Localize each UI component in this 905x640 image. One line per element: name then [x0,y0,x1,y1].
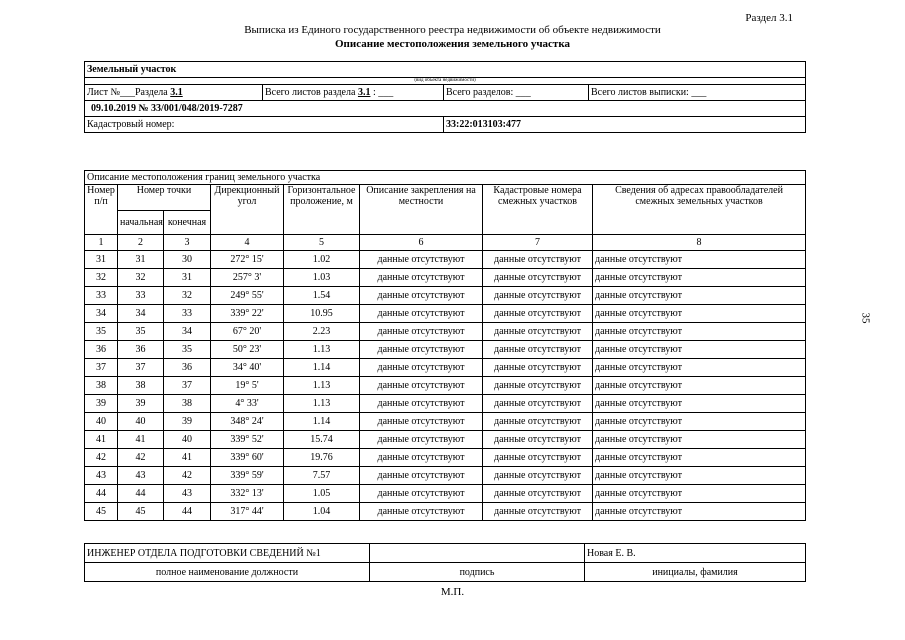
row-num: 40 [85,413,118,431]
total-sheets: Всего листов выписки: ___ [589,85,806,101]
row-num: 33 [85,287,118,305]
adjacent-cadastral: данные отсутствуют [483,449,593,467]
adjacent-cadastral: данные отсутствуют [483,251,593,269]
table-row [85,323,806,341]
point-start: 32 [118,269,164,287]
direction-angle: 67° 20' [211,323,284,341]
row-num: 35 [85,323,118,341]
marker-description: данные отсутствуют [360,359,483,377]
row-num: 41 [85,431,118,449]
owner-address: данные отсутствуют [593,251,806,269]
table-title: Описание местоположения границ земельного участка [85,171,806,185]
point-start: 42 [118,449,164,467]
header-addr: Сведения об адресах правообладателей смежных земельных участков [593,185,806,235]
col-number: 6 [360,235,483,251]
point-start: 43 [118,467,164,485]
horizontal-length: 1.02 [284,251,360,269]
point-end: 31 [164,269,211,287]
point-end: 39 [164,413,211,431]
marker-description: данные отсутствуют [360,377,483,395]
table-row [85,377,806,395]
signature-table [84,543,806,582]
point-start: 33 [118,287,164,305]
page-number: 35 [859,312,872,324]
row-num: 36 [85,341,118,359]
sheet-number: Лист №___Раздела 3.1 [85,85,263,101]
point-start: 37 [118,359,164,377]
adjacent-cadastral: данные отсутствуют [483,431,593,449]
owner-address: данные отсутствуют [593,323,806,341]
table-row [85,359,806,377]
col-number: 3 [164,235,211,251]
direction-angle: 339° 22' [211,305,284,323]
horizontal-length: 19.76 [284,449,360,467]
horizontal-length: 1.13 [284,341,360,359]
col-number: 4 [211,235,284,251]
adjacent-cadastral: данные отсутствуют [483,305,593,323]
point-end: 36 [164,359,211,377]
signature-field [370,544,585,563]
adjacent-cadastral: данные отсутствуют [483,359,593,377]
cadastral-number: 33:22:013103:477 [444,117,806,133]
adjacent-cadastral: данные отсутствуют [483,503,593,521]
horizontal-length: 1.54 [284,287,360,305]
point-start: 31 [118,251,164,269]
total-sheets-section: Всего листов раздела 3.1 : ___ [263,85,444,101]
point-start: 36 [118,341,164,359]
point-start: 39 [118,395,164,413]
owner-address: данные отсутствуют [593,269,806,287]
document-title: Выписка из Единого государственного реестра недвижимости об объекте недвижимости [244,24,661,36]
adjacent-cadastral: данные отсутствуют [483,341,593,359]
object-type-note: (вид объекта недвижимости) [85,78,806,85]
marker-description: данные отсутствуют [360,395,483,413]
owner-address: данные отсутствуют [593,377,806,395]
adjacent-cadastral: данные отсутствуют [483,485,593,503]
adjacent-cadastral: данные отсутствуют [483,395,593,413]
marker-description: данные отсутствуют [360,503,483,521]
row-num: 43 [85,467,118,485]
table-row [85,341,806,359]
row-num: 32 [85,269,118,287]
col-number: 2 [118,235,164,251]
table-row [85,395,806,413]
direction-angle: 332° 13' [211,485,284,503]
object-type: Земельный участок [85,62,806,78]
marker-description: данные отсутствуют [360,413,483,431]
point-end: 35 [164,341,211,359]
owner-address: данные отсутствуют [593,305,806,323]
signer-position: ИНЖЕНЕР ОТДЕЛА ПОДГОТОВКИ СВЕДЕНИЙ №1 [85,544,370,563]
owner-address: данные отсутствуют [593,395,806,413]
row-num: 34 [85,305,118,323]
owner-address: данные отсутствуют [593,341,806,359]
point-end: 32 [164,287,211,305]
table-row [85,431,806,449]
owner-address: данные отсутствуют [593,359,806,377]
table-row [85,251,806,269]
marker-description: данные отсутствуют [360,323,483,341]
horizontal-length: 2.23 [284,323,360,341]
table-row [85,413,806,431]
col-number: 8 [593,235,806,251]
horizontal-length: 1.13 [284,395,360,413]
marker-description: данные отсутствуют [360,305,483,323]
header-angle: Дирекционный угол [211,185,284,235]
col-number: 5 [284,235,360,251]
marker-description: данные отсутствуют [360,251,483,269]
point-end: 43 [164,485,211,503]
owner-address: данные отсутствуют [593,467,806,485]
section-label: Раздел 3.1 [745,12,793,24]
row-num: 39 [85,395,118,413]
header-desc: Описание закрепления на местности [360,185,483,235]
point-end: 30 [164,251,211,269]
horizontal-length: 1.04 [284,503,360,521]
horizontal-length: 7.57 [284,467,360,485]
direction-angle: 34° 40' [211,359,284,377]
name-caption: инициалы, фамилия [585,563,806,582]
header-start: начальная [118,211,164,235]
header-point: Номер точки [118,185,211,211]
owner-address: данные отсутствуют [593,287,806,305]
point-end: 42 [164,467,211,485]
row-num: 38 [85,377,118,395]
point-start: 35 [118,323,164,341]
row-num: 37 [85,359,118,377]
row-num: 44 [85,485,118,503]
col-number: 1 [85,235,118,251]
marker-description: данные отсутствуют [360,269,483,287]
header-end: конечная [164,211,211,235]
point-start: 45 [118,503,164,521]
adjacent-cadastral: данные отсутствуют [483,269,593,287]
horizontal-length: 1.14 [284,359,360,377]
direction-angle: 317° 44' [211,503,284,521]
marker-description: данные отсутствуют [360,467,483,485]
header-cad: Кадастровые номера смежных участков [483,185,593,235]
table-row [85,269,806,287]
point-end: 34 [164,323,211,341]
direction-angle: 339° 59' [211,467,284,485]
header-num: Номер п/п [85,185,118,235]
point-end: 37 [164,377,211,395]
row-num: 42 [85,449,118,467]
point-end: 40 [164,431,211,449]
owner-address: данные отсутствуют [593,485,806,503]
col-number: 7 [483,235,593,251]
horizontal-length: 1.05 [284,485,360,503]
table-row [85,485,806,503]
table-row [85,449,806,467]
direction-angle: 19° 5' [211,377,284,395]
signature-caption: подпись [370,563,585,582]
horizontal-length: 1.14 [284,413,360,431]
marker-description: данные отсутствуют [360,431,483,449]
direction-angle: 257° 3' [211,269,284,287]
direction-angle: 348° 24' [211,413,284,431]
row-num: 31 [85,251,118,269]
point-start: 34 [118,305,164,323]
stamp-place: М.П. [440,586,465,598]
table-row [85,467,806,485]
point-start: 40 [118,413,164,431]
column-numbers-row [85,235,806,251]
boundary-table [84,170,806,521]
table-row [85,503,806,521]
marker-description: данные отсутствуют [360,341,483,359]
date-number: 09.10.2019 № 33/001/048/2019-7287 [85,101,806,117]
horizontal-length: 1.03 [284,269,360,287]
row-num: 45 [85,503,118,521]
point-end: 33 [164,305,211,323]
direction-angle: 4° 33' [211,395,284,413]
marker-description: данные отсутствуют [360,287,483,305]
owner-address: данные отсутствуют [593,413,806,431]
marker-description: данные отсутствуют [360,485,483,503]
horizontal-length: 10.95 [284,305,360,323]
direction-angle: 50° 23' [211,341,284,359]
adjacent-cadastral: данные отсутствуют [483,323,593,341]
marker-description: данные отсутствуют [360,449,483,467]
header-length: Горизонтальное проложение, м [284,185,360,235]
owner-address: данные отсутствуют [593,449,806,467]
direction-angle: 339° 60' [211,449,284,467]
point-end: 38 [164,395,211,413]
signer-name: Новая Е. В. [585,544,806,563]
point-end: 44 [164,503,211,521]
direction-angle: 339° 52' [211,431,284,449]
direction-angle: 272° 15' [211,251,284,269]
point-start: 41 [118,431,164,449]
horizontal-length: 1.13 [284,377,360,395]
adjacent-cadastral: данные отсутствуют [483,287,593,305]
direction-angle: 249° 55' [211,287,284,305]
owner-address: данные отсутствуют [593,431,806,449]
point-start: 38 [118,377,164,395]
position-caption: полное наименование должности [85,563,370,582]
total-sections: Всего разделов: ___ [444,85,589,101]
table-row [85,287,806,305]
cadastral-label: Кадастровый номер: [85,117,444,133]
owner-address: данные отсутствуют [593,503,806,521]
horizontal-length: 15.74 [284,431,360,449]
point-end: 41 [164,449,211,467]
adjacent-cadastral: данные отсутствуют [483,413,593,431]
document-subtitle: Описание местоположения земельного участка [334,38,571,50]
object-info-table [84,61,806,133]
table-row [85,305,806,323]
adjacent-cadastral: данные отсутствуют [483,467,593,485]
point-start: 44 [118,485,164,503]
adjacent-cadastral: данные отсутствуют [483,377,593,395]
